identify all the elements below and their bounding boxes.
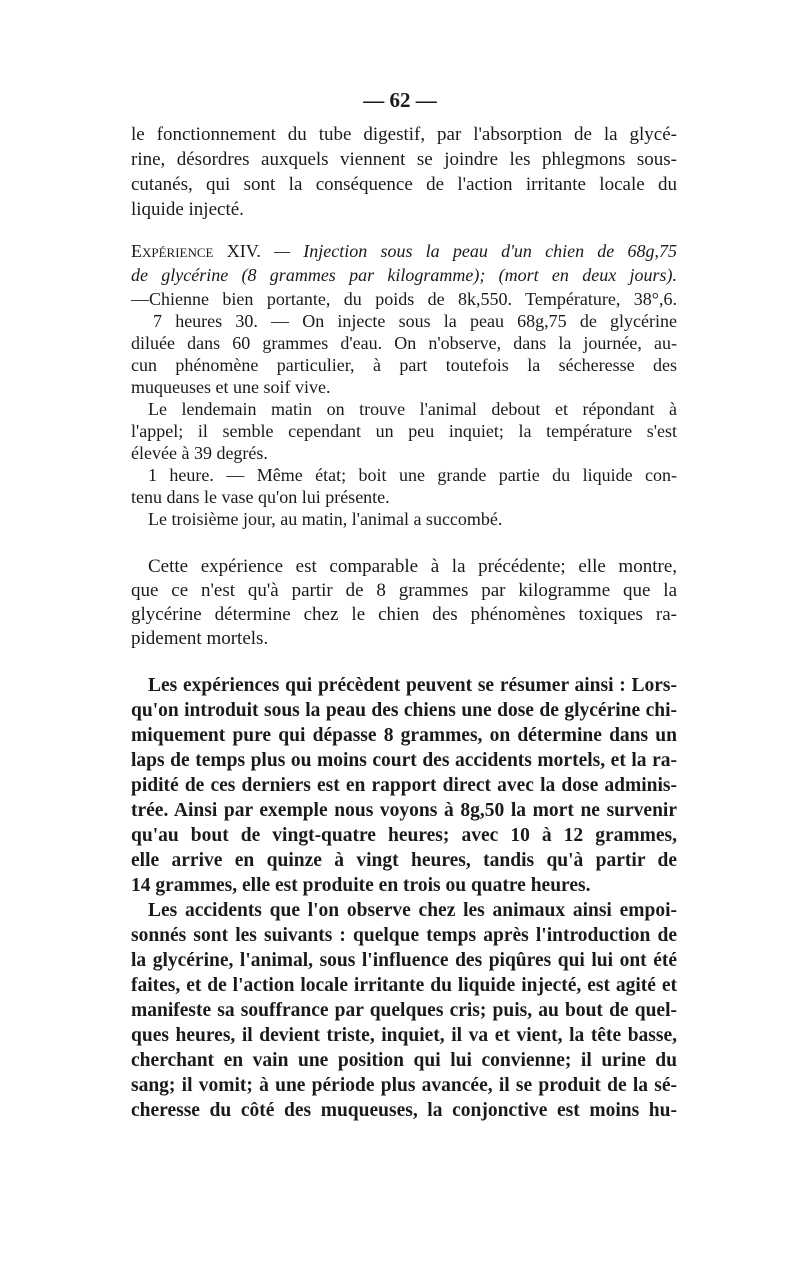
text-line: 7 heures 30. — On injecte sous la peau 68g,75 de glycérine [153, 311, 677, 331]
text-line: qu'on introduit sous la peau des chiens une dose de glycérine chi- [131, 700, 677, 721]
text-line: glycérine détermine chez le chien des phénomènes toxiques ra- [131, 604, 677, 625]
text-line: tenu dans le vase qu'on lui présente. [131, 487, 390, 507]
text-line: laps de temps plus ou moins court des accidents mortels, et la ra- [131, 750, 677, 771]
experiment-heading [131, 242, 677, 260]
text-line: cun phénomène particulier, à part toutefois la sécheresse des [131, 355, 677, 375]
text-line: le fonctionnement du tube digestif, par l'absorption de la glycé- [131, 124, 677, 145]
text-line: Cette expérience est comparable à la précédente; elle montre, [148, 556, 677, 577]
text-line: cheresse du côté des muqueuses, la conjonctive est moins hu- [131, 1100, 677, 1121]
text-line: l'appel; il semble cependant un peu inquiet; la température s'est [131, 421, 677, 441]
text-line: 14 grammes, elle est produite en trois ou quatre heures. [131, 875, 591, 896]
text-line: diluée dans 60 grammes d'eau. On n'observe, dans la journée, au- [131, 333, 677, 353]
text-line: cherchant en vain une position qui lui convienne; il urine du [131, 1050, 677, 1071]
text-line: pidité de ces derniers est en rapport direct avec la dose adminis- [131, 775, 677, 796]
text-line: pidement mortels. [131, 628, 269, 649]
page-number: — 62 — [363, 88, 437, 112]
text-line: faites, et de l'action locale irritante du liquide injecté, est agité et [131, 975, 677, 996]
text-line: sang; il vomit; à une période plus avancée, il se produit de la sé- [131, 1075, 677, 1096]
text-line: trée. Ainsi par exemple nous voyons à 8g,50 la mort ne survenir [131, 800, 677, 821]
text-line: elle arrive en quinze à vingt heures, tandis qu'à partir de [131, 850, 677, 871]
text-line: Le troisième jour, au matin, l'animal a succombé. [148, 509, 503, 529]
text-line: 1 heure. — Même état; boit une grande partie du liquide con- [148, 465, 677, 485]
experiment-label: Expérience XIV. [131, 241, 261, 261]
experiment-title: — Injection sous la peau d'un chien de 68g,75 [260, 241, 677, 261]
text-line: manifeste sa souffrance par quelques cris; puis, au bout de quel- [131, 1000, 677, 1021]
text-line: liquide injecté. [131, 199, 244, 220]
text-line: ques heures, il devient triste, inquiet, il va et vient, la tête basse, [131, 1025, 677, 1046]
text-line: Les expériences qui précèdent peuvent se résumer ainsi : Lors- [148, 675, 677, 696]
text-line: miquement pure qui dépasse 8 grammes, on détermine dans un [131, 725, 677, 746]
text-line: Les accidents que l'on observe chez les animaux ainsi empoi- [148, 900, 677, 921]
text-line: rine, désordres auxquels viennent se joindre les phlegmons sous- [131, 149, 677, 170]
text-line: qu'au bout de vingt-quatre heures; avec 10 à 12 grammes, [131, 825, 677, 846]
text-line: muqueuses et une soif vive. [131, 377, 331, 397]
text-line: la glycérine, l'animal, sous l'influence des piqûres qui lui ont été [131, 950, 677, 971]
text-line: Le lendemain matin on trouve l'animal debout et répondant à [148, 399, 677, 419]
text-line: de glycérine (8 grammes par kilogramme); (mort en deux jours). [131, 265, 677, 285]
text-line: que ce n'est qu'à partir de 8 grammes par kilogramme que la [131, 580, 677, 601]
text-line: —Chienne bien portante, du poids de 8k,550. Température, 38°,6. [131, 289, 677, 309]
text-line: sonnés sont les suivants : quelque temps après l'introduction de [131, 925, 677, 946]
text-line: cutanés, qui sont la conséquence de l'action irritante locale du [131, 174, 677, 195]
text-line: élevée à 39 degrés. [131, 443, 268, 463]
